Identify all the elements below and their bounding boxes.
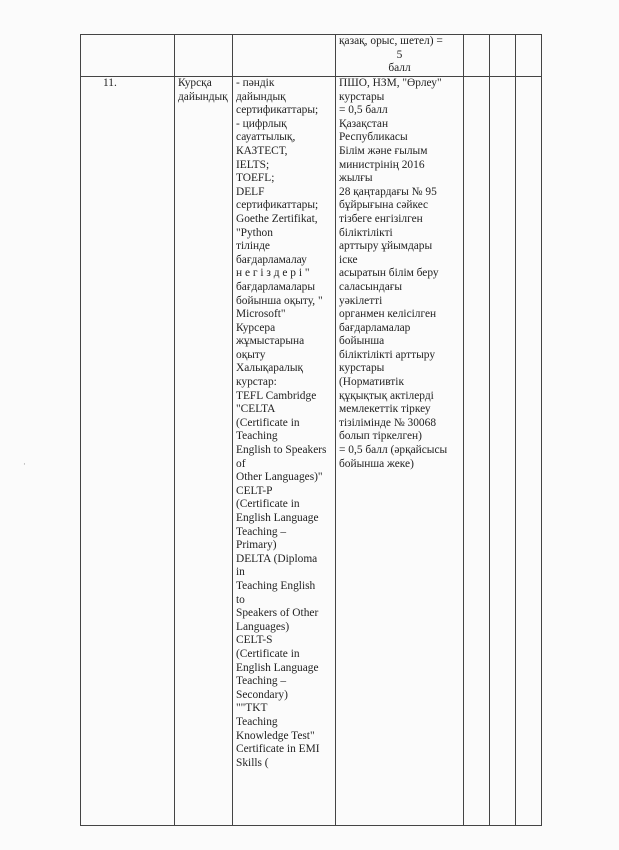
documents-cell: [233, 77, 336, 826]
documents-text: [236, 77, 332, 770]
text-line: ПШО, НЗМ, "Өрлеу": [339, 77, 442, 89]
text-line: to: [236, 593, 245, 606]
text-line: of: [236, 457, 246, 470]
text-line: (Certificate in: [236, 416, 300, 429]
text-line: English Language: [236, 661, 319, 674]
text-line: "CELTA: [236, 403, 276, 416]
text-line: курстары: [339, 90, 385, 103]
text-line: уәкілетті: [339, 294, 383, 307]
text-line: Primary): [236, 539, 277, 552]
scan-dot: ·: [23, 460, 26, 470]
empty-cell: [464, 35, 490, 77]
text-line: Курсқа: [178, 77, 212, 89]
text-line: дайындық: [236, 90, 286, 103]
text-line: Республикасы: [339, 131, 408, 144]
text-line: бұйрығына сәйкес: [339, 199, 429, 212]
text-line: Қазақстан: [339, 117, 389, 130]
table-row: [81, 77, 542, 826]
text-line: = 0,5 балл: [339, 104, 388, 117]
text-line: саласындағы: [339, 280, 403, 293]
text-line: Goethe Zertifikat,: [236, 212, 318, 225]
text-line: Certificate in EMI: [236, 743, 320, 756]
text-line: 5: [396, 48, 403, 61]
text-line: қазақ, орыс, шетел) =: [339, 35, 443, 47]
text-line: мемлекеттік тіркеу: [339, 403, 431, 416]
row-number: 11.: [103, 77, 117, 89]
criteria-text: [339, 35, 460, 76]
text-line: министрінің 2016: [339, 158, 425, 171]
text-line: = 0,5 балл (әрқайсысы: [339, 444, 448, 457]
text-line: Курсера: [236, 321, 276, 334]
text-line: бойынша: [339, 335, 385, 348]
text-line: дайындық: [178, 90, 228, 103]
criterion-name: [178, 77, 229, 104]
text-line: асыратын білім беру: [339, 267, 439, 280]
text-line: органмен келісілген: [339, 308, 437, 321]
text-line: құқықтық актілерді: [339, 389, 434, 402]
text-line: (Certificate in: [236, 647, 300, 660]
text-line: тізбеге енгізілген: [339, 212, 423, 225]
text-line: DELTA (Diploma: [236, 552, 318, 565]
text-line: курстары: [339, 362, 385, 375]
empty-cell: [490, 77, 516, 826]
text-line: жылғы: [339, 172, 373, 185]
name-cell: [175, 35, 233, 77]
text-line: "Python: [236, 226, 273, 239]
text-line: сауаттылық,: [236, 131, 296, 144]
text-line: TOEFL;: [236, 172, 275, 185]
criteria-cell: [336, 77, 464, 826]
text-line: - цифрлық: [236, 117, 287, 130]
text-line: Microsoft": [236, 308, 286, 321]
text-line: Teaching –: [236, 675, 287, 688]
text-line: оқыту: [236, 348, 266, 361]
text-line: English to Speakers: [236, 444, 327, 457]
text-line: ""TKT: [236, 702, 268, 715]
empty-cell: [516, 35, 542, 77]
text-line: Other Languages)": [236, 471, 323, 484]
text-line: болып тіркелген): [339, 430, 422, 443]
text-line: бойынша оқыту, ": [236, 294, 323, 307]
text-line: (Нормативтік: [339, 376, 404, 389]
text-line: Teaching English: [236, 579, 316, 592]
name-cell: [175, 77, 233, 826]
text-line: in: [236, 566, 245, 579]
criteria-table: [80, 34, 542, 826]
text-line: бағдарламалар: [339, 321, 411, 334]
empty-cell: [490, 35, 516, 77]
text-line: тілінде: [236, 240, 270, 253]
text-line: біліктілікті арттыру: [339, 348, 436, 361]
text-line: Teaching –: [236, 525, 287, 538]
text-line: Skills (: [236, 756, 269, 769]
text-line: - пәндік: [236, 77, 275, 89]
text-line: (Certificate in: [236, 498, 300, 511]
text-line: English Language: [236, 512, 319, 524]
text-line: сертификаттары;: [236, 104, 319, 117]
text-line: біліктілікті: [339, 226, 393, 239]
text-line: жұмыстарына: [236, 335, 305, 348]
text-line: балл: [388, 62, 411, 75]
criteria-text: [339, 77, 460, 471]
text-line: Secondary): [236, 688, 288, 701]
text-line: DELF: [236, 185, 265, 198]
text-line: CELT-S: [236, 634, 273, 647]
text-line: арттыру ұйымдары: [339, 240, 433, 253]
text-line: іске: [339, 253, 358, 266]
text-line: сертификаттары;: [236, 199, 319, 212]
text-line: IELTS;: [236, 158, 270, 171]
number-cell: [81, 77, 175, 826]
number-cell: [81, 35, 175, 77]
text-line: 28 қаңтардағы № 95: [339, 185, 437, 198]
text-line: курстар:: [236, 376, 277, 389]
text-line: бағдарламалау: [236, 253, 307, 266]
table-row: [81, 35, 542, 77]
empty-cell: [464, 77, 490, 826]
text-line: Knowledge Test": [236, 729, 315, 742]
text-line: Білім және ғылым: [339, 144, 428, 157]
text-line: бойынша жеке): [339, 457, 414, 470]
criteria-cell: [336, 35, 464, 77]
text-line: тізілімінде № 30068: [339, 416, 437, 429]
text-line: CELT-P: [236, 484, 273, 497]
empty-cell: [516, 77, 542, 826]
documents-cell: [233, 35, 336, 77]
text-line: Teaching: [236, 430, 278, 443]
text-line: бағдарламалары: [236, 280, 316, 293]
text-line: Speakers of Other: [236, 607, 319, 620]
text-line: Халықаралық: [236, 362, 304, 375]
text-line: Languages): [236, 620, 290, 633]
text-line: Teaching: [236, 715, 278, 728]
text-line: КАЗТЕСТ,: [236, 144, 288, 157]
text-line: TEFL Cambridge: [236, 389, 317, 402]
text-line: н е г і з д е р і ": [236, 267, 310, 280]
